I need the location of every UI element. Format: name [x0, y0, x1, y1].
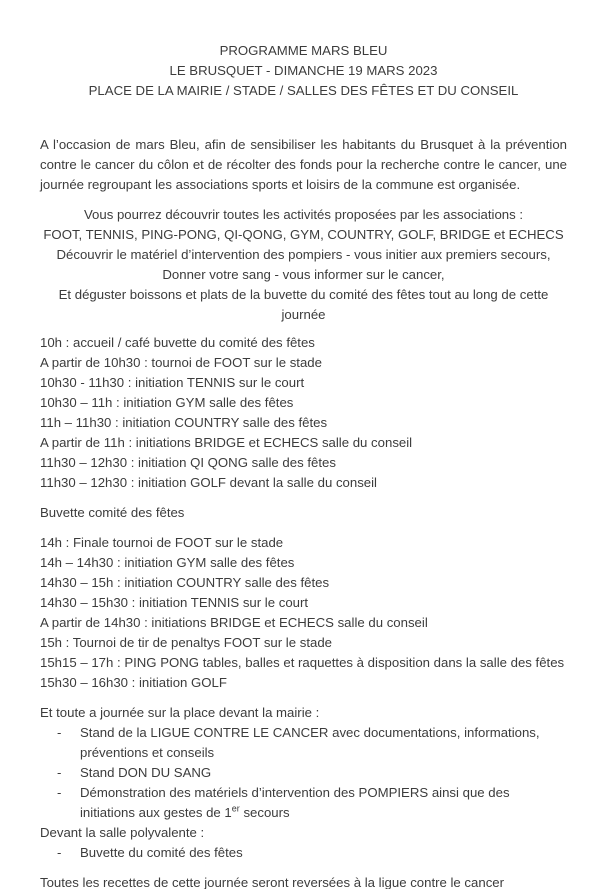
activities-line: FOOT, TENNIS, PING-PONG, QI-QONG, GYM, COUNTRY, GOLF, BRIDGE et ECHECS [43, 227, 564, 242]
activities-block [40, 205, 567, 325]
activities-line: Vous pourrez découvrir toutes les activités proposées par les associations : [83, 207, 524, 222]
bullet-item [40, 783, 567, 823]
schedule-line: 11h30 – 12h30 : initiation GOLF devant la salle du conseil [40, 475, 377, 490]
document-header [40, 41, 567, 101]
bullet-text: Stand de la LIGUE CONTRE LE CANCER avec documentations, informations, préventions et conseils [80, 725, 540, 760]
hall-section-heading: Devant la salle polyvalente : [40, 825, 205, 840]
intro-paragraph: A l’occasion de mars Bleu, afin de sensibiliser les habitants du Brusquet à la prévention contre le cancer du côlon et de récolter des fonds pour la recherche contre le cancer, une journée regroupant les associations sports et loisirs de la commune est organisée. [40, 137, 567, 192]
bullet-text [80, 783, 567, 823]
bullet-dash: - [57, 845, 62, 860]
bullet-text-part: secours [239, 805, 290, 820]
title-line-program: PROGRAMME MARS BLEU [219, 43, 388, 58]
schedule-line: 15h30 – 16h30 : initiation GOLF [40, 675, 227, 690]
bullet-dash: - [57, 765, 62, 780]
activities-line: Donner votre sang - vous informer sur le cancer, [162, 267, 445, 282]
bullet-item [40, 723, 567, 763]
bullet-item [40, 843, 567, 863]
activities-line: Découvrir le matériel d’intervention des pompiers - vous initier aux premiers secours, [56, 247, 551, 262]
afternoon-schedule [40, 533, 567, 693]
closing-statement: Toutes les recettes de cette journée seront reversées à la ligue contre le cancer [40, 875, 505, 889]
bullet-text: Stand DON DU SANG [80, 765, 212, 780]
schedule-line: 15h : Tournoi de tir de penaltys FOOT sur le stade [40, 635, 332, 650]
schedule-line: 14h30 – 15h30 : initiation TENNIS sur le court [40, 595, 309, 610]
schedule-line: 11h30 – 12h30 : initiation QI QONG salle des fêtes [40, 455, 336, 470]
schedule-line: 10h : accueil / café buvette du comité des fêtes [40, 335, 315, 350]
schedule-line: 10h30 – 11h : initiation GYM salle des fêtes [40, 395, 294, 410]
bullet-text: Buvette du comité des fêtes [80, 845, 243, 860]
schedule-line: A partir de 10h30 : tournoi de FOOT sur le stade [40, 355, 322, 370]
schedule-line: 10h30 - 11h30 : initiation TENNIS sur le court [40, 375, 305, 390]
schedule-line: 15h15 – 17h : PING PONG tables, balles et raquettes à disposition dans la salle des fêtes [40, 655, 565, 670]
bullet-item [40, 763, 567, 783]
morning-schedule [40, 333, 567, 493]
schedule-line: 14h – 14h30 : initiation GYM salle des fêtes [40, 555, 295, 570]
salle-polyvalente-section [40, 823, 567, 863]
schedule-line: A partir de 11h : initiations BRIDGE et ECHECS salle du conseil [40, 435, 413, 450]
place-section-heading: Et toute a journée sur la place devant la mairie : [40, 705, 320, 720]
activities-line: Et déguster boissons et plats de la buvette du comité des fêtes tout au long de cette journée [58, 287, 549, 322]
buvette-note: Buvette comité des fêtes [40, 505, 185, 520]
schedule-line: 14h : Finale tournoi de FOOT sur le stade [40, 535, 284, 550]
place-mairie-section [40, 703, 567, 823]
schedule-line: A partir de 14h30 : initiations BRIDGE et ECHECS salle du conseil [40, 615, 428, 630]
title-line-venues: PLACE DE LA MAIRIE / STADE / SALLES DES FÊTES ET DU CONSEIL [88, 83, 519, 98]
schedule-line: 11h – 11h30 : initiation COUNTRY salle des fêtes [40, 415, 328, 430]
bullet-dash: - [57, 725, 62, 740]
schedule-line: 14h30 – 15h : initiation COUNTRY salle des fêtes [40, 575, 330, 590]
title-line-place-date: LE BRUSQUET - DIMANCHE 19 MARS 2023 [169, 63, 438, 78]
bullet-dash: - [57, 785, 62, 800]
bullet-text-part: Démonstration des matériels d’intervention des POMPIERS ainsi que des initiations aux gestes de 1 [80, 785, 510, 820]
ordinal-superscript: er [231, 803, 240, 814]
